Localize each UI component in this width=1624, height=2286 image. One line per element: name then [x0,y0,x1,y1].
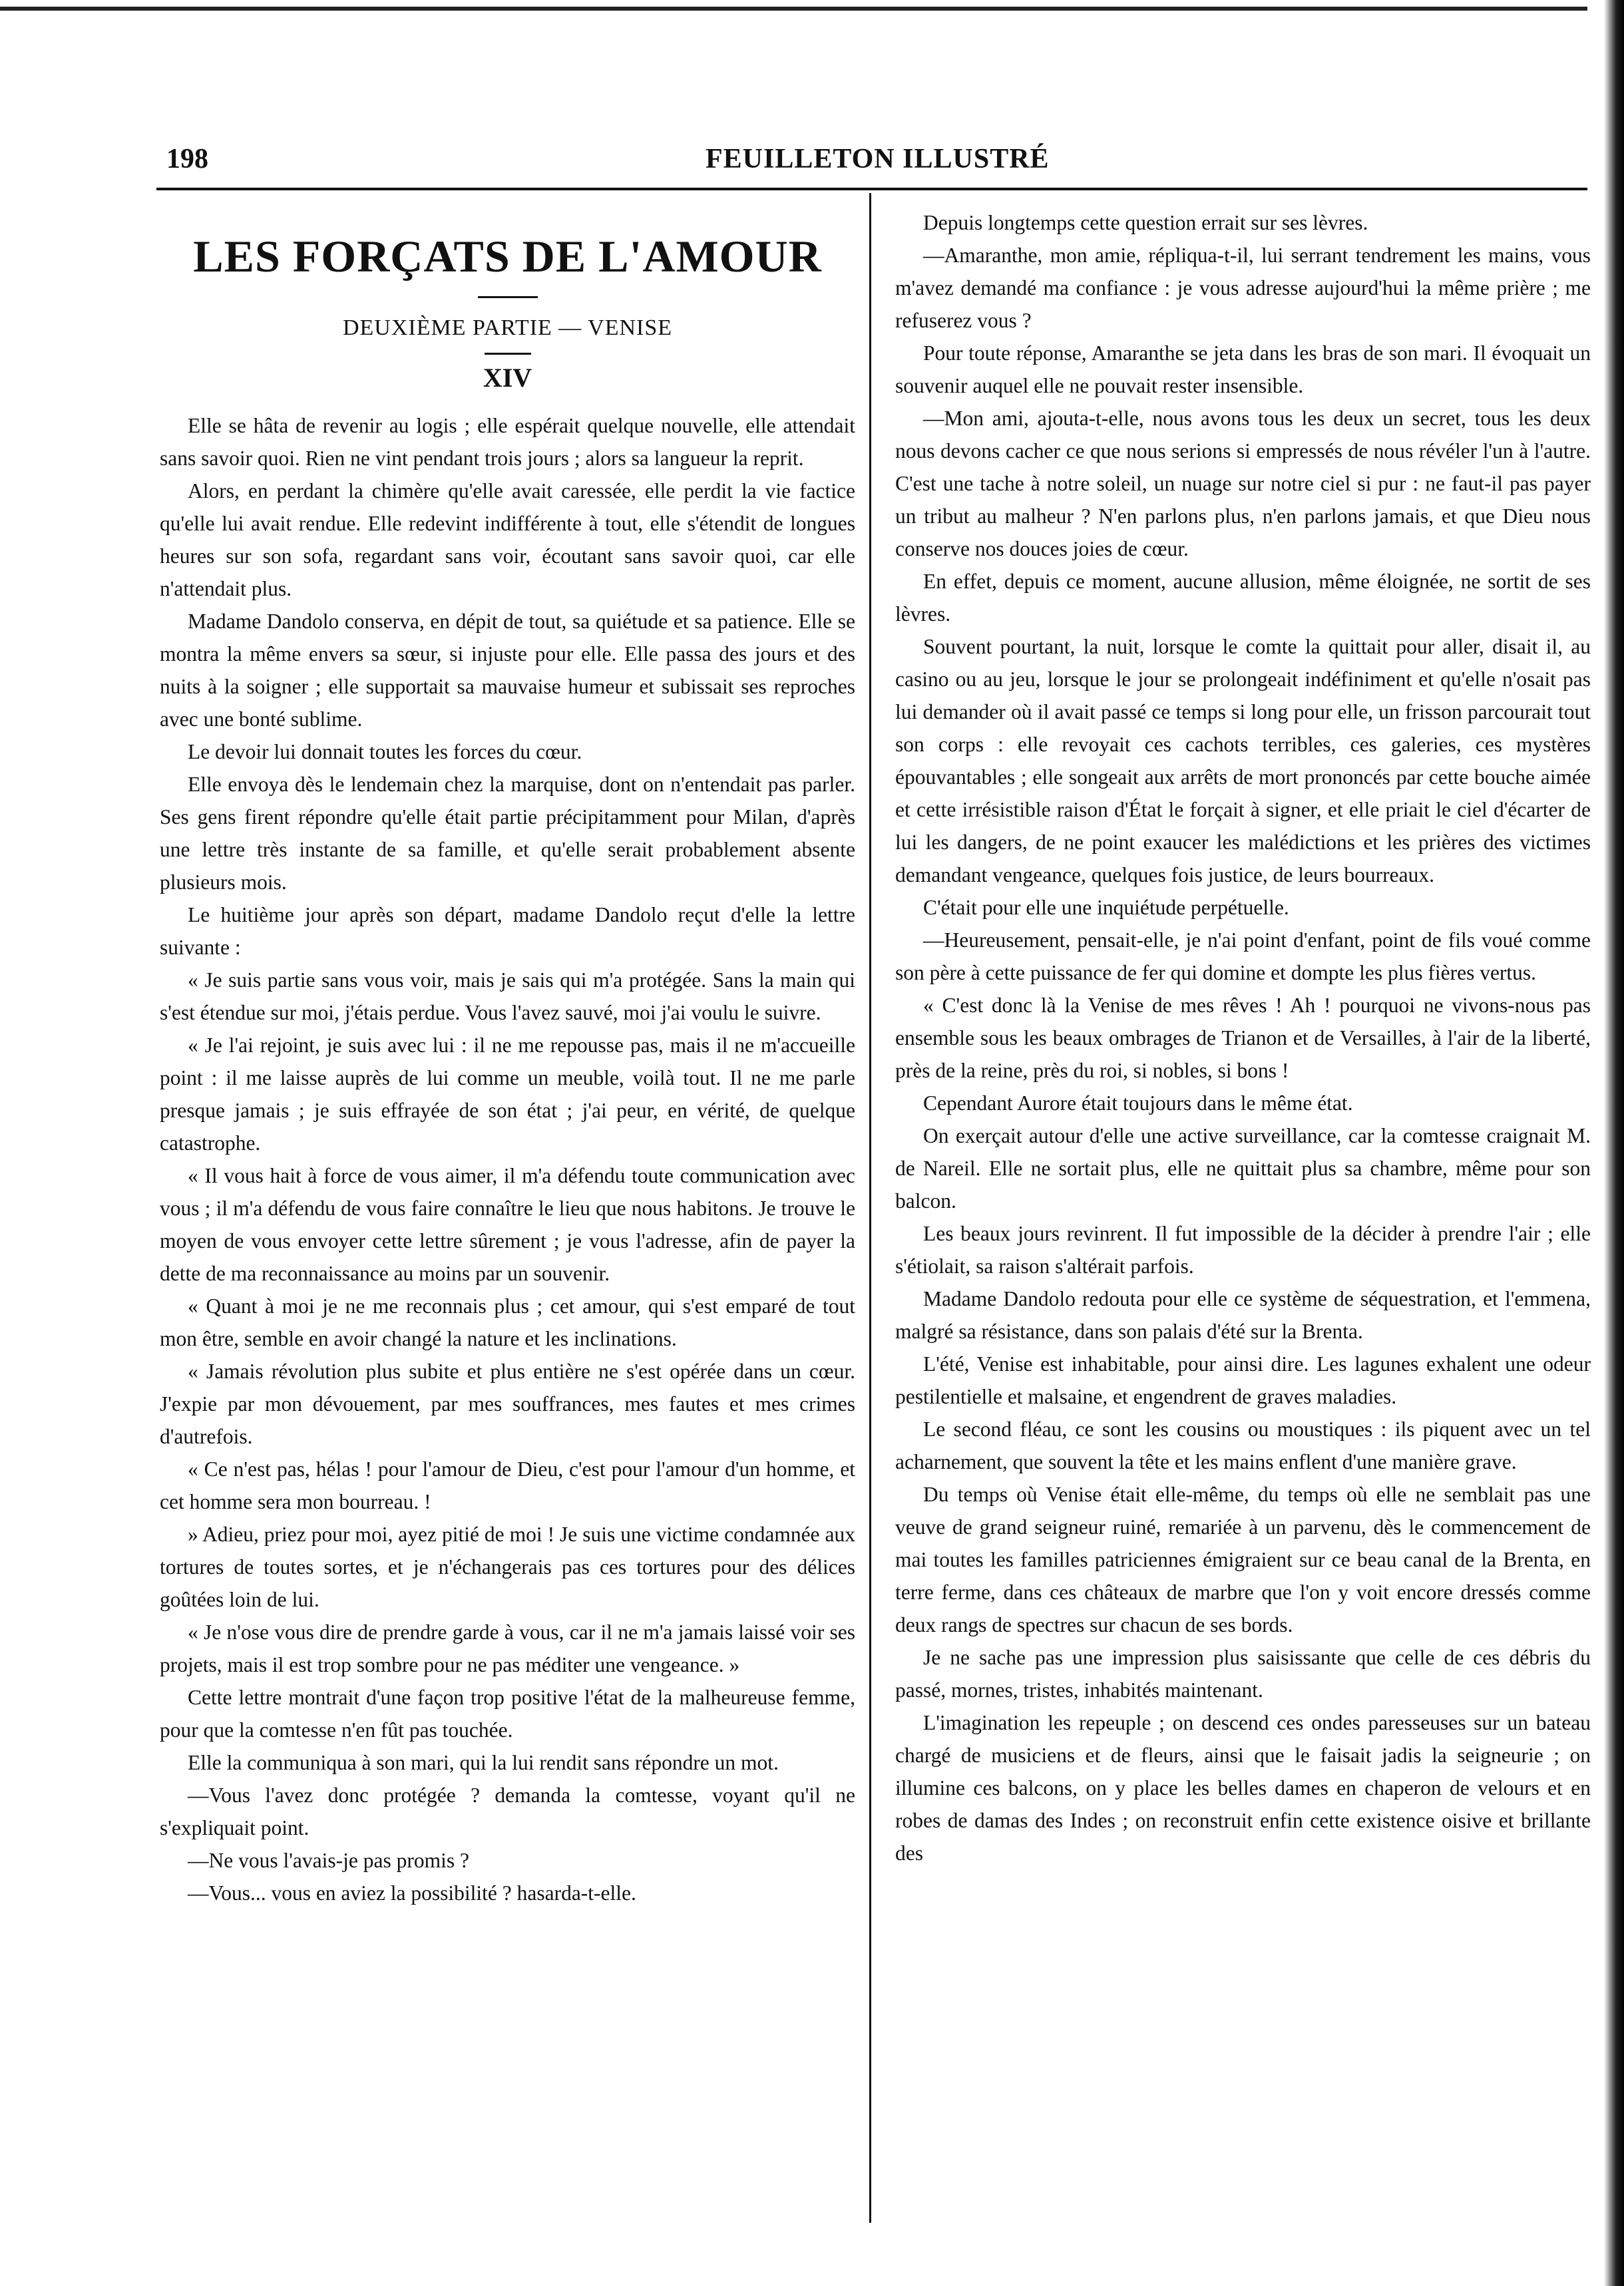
paragraph: Elle se hâta de revenir au logis ; elle espérait quelque nouvelle, elle attendait sans savoir quoi. Rien ne vint pendant trois jours ; alors sa langueur la reprit. [160,414,855,470]
paragraph: Elle envoya dès le lendemain chez la marquise, dont on n'entendait pas parler. Ses gens firent répondre qu'elle était partie précipitamment pour Milan, d'après une lettre très instante de sa famille, et qu'elle serait probablement absente plusieurs mois. [160,773,855,894]
left-column [160,206,855,1909]
paragraph: Le devoir lui donnait toutes les forces du cœur. [188,740,582,763]
paragraph: Madame Dandolo conserva, en dépit de tout, sa quiétude et sa patience. Elle se montra la même envers sa sœur, si injuste pour elle. Elle passa des jours et des nuits à la soigner ; elle supportait sa mauvaise humeur et subissait ses reproches avec une bonté sublime. [160,610,855,731]
paragraph: Elle la communiqua à son mari, qui la lui rendit sans répondre un mot. [188,1751,779,1774]
header-rule [156,188,1587,190]
paragraph: —Amaranthe, mon amie, répliqua-t-il, lui serrant tendrement les mains, vous m'avez demandé ma confiance : je vous adresse aujourd'hui la même prière ; me refuserez vous ? [895,244,1591,332]
paragraph: « Je n'ose vous dire de prendre garde à vous, car il ne m'a jamais laissé voir ses projets, mais il est trop sombre pour ne pas méditer une vengeance. » [160,1620,855,1676]
paragraph: C'était pour elle une inquiétude perpétuelle. [923,896,1289,919]
paragraph: Je ne sache pas une impression plus saisissante que celle de ces débris du passé, mornes, tristes, inhabités maintenant. [895,1646,1591,1702]
paragraph: Depuis longtemps cette question errait sur ses lèvres. [923,211,1368,234]
paragraph: —Vous... vous en aviez la possibilité ? hasarda-t-elle. [188,1881,636,1905]
paragraph: « Ce n'est pas, hélas ! pour l'amour de Dieu, c'est pour l'amour d'un homme, et cet homme sera mon bourreau. ! [160,1457,855,1513]
top-border-rule [0,7,1587,11]
part-subtitle: DEUXIÈME PARTIE — VENISE [342,315,673,340]
paragraph: Les beaux jours revinrent. Il fut impossible de la décider à prendre l'air ; elle s'étiolait, sa raison s'altérait parfois. [895,1222,1591,1278]
paragraph: Souvent pourtant, la nuit, lorsque le comte la quittait pour aller, disait il, au casino ou au jeu, lorsque le jour se prolongeait indéfiniment et qu'elle n'osait pas lui demander où il avait passé ce temps si long pour elle, un frisson parcourait tout son corps : elle revoyait ces cachots terribles, ces galeries, ces mystères épouvantables ; elle songeait aux arrêts de mort prononcés par cette bouche aimée et cette irrésistible raison d'État le forçait à signer, et elle priait le ciel d'écarter de lui les dangers, de ne point exaucer les malédictions et les prières des victimes demandant vengeance, quelques fois justice, de leurs bourreaux. [895,635,1591,886]
paragraph: On exerçait autour d'elle une active surveillance, car la comtesse craignait M. de Nareil. Elle ne sortait plus, elle ne quittait plus sa chambre, même pour son balcon. [895,1124,1591,1213]
paragraph: Le huitième jour après son départ, madame Dandolo reçut d'elle la lettre suivante : [160,903,855,959]
article-title: LES FORÇATS DE L'AMOUR [193,231,822,282]
paragraph: Cette lettre montrait d'une façon trop positive l'état de la malheureuse femme, pour que la comtesse n'en fût pas touchée. [160,1686,855,1742]
page-edge-shadow [1604,0,1624,2286]
paragraph: L'imagination les repeuple ; on descend ces ondes paresseuses sur un bateau chargé de musiciens et de fleurs, ainsi que le faisait jadis la seigneurie ; on illumine ces balcons, on y place les belles dames en chaperon de velours et en robes de damas des Indes ; on reconstruit enfin cette existence oisive et brillante des [895,1711,1591,1865]
paragraph: Du temps où Venise était elle-même, du temps où elle ne semblait pas une veuve de grand seigneur ruiné, remariée à un parvenu, dès le commencement de mai toutes les familles patriciennes émigraient sur ce beau canal de la Brenta, en terre ferme, dans ces châteaux de marbre que l'on y voit encore dressés comme deux rangs de spectres sur chacun de ses bords. [895,1483,1591,1636]
paragraph: Cependant Aurore était toujours dans le même état. [923,1091,1353,1115]
left-column-text [160,409,855,1909]
paragraph: —Heureusement, pensait-elle, je n'ai point d'enfant, point de fils voué comme son père à cette puissance de fer qui domine et dompte les plus fières vertus. [895,928,1591,984]
right-column-text [895,206,1591,1869]
paragraph: « Je l'ai rejoint, je suis avec lui : il ne me repousse pas, mais il ne m'accueille point : il me laisse auprès de lui comme un meuble, voilà tout. Il ne me parle presque jamais ; je suis effrayée de son état ; j'ai peur, en vérité, de quelque catastrophe. [160,1034,855,1155]
chapter-number: XIV [483,363,532,393]
page-number: 198 [166,144,208,174]
paragraph: Madame Dandolo redouta pour elle ce système de séquestration, et l'emmena, malgré sa résistance, dans son palais d'été sur la Brenta. [895,1287,1591,1343]
paragraph: « Jamais révolution plus subite et plus entière ne s'est opérée dans un cœur. J'expie par mon dévouement, par mes souffrances, mes fautes et mes crimes d'autrefois. [160,1360,855,1448]
running-head: FEUILLETON ILLUSTRÉ [706,144,1050,174]
subtitle-rule [485,353,531,355]
column-divider [869,193,871,2223]
paragraph: —Ne vous l'avais-je pas promis ? [188,1849,469,1872]
paragraph: « Je suis partie sans vous voir, mais je sais qui m'a protégée. Sans la main qui s'est étendue sur moi, j'étais perdue. Vous l'avez sauvé, moi j'ai voulu le suivre. [160,968,855,1024]
paragraph: —Mon ami, ajouta-t-elle, nous avons tous les deux un secret, tous les deux nous devons cacher ce que nous serions si empressés de nous révéler l'un à l'autre. C'est une tache à notre soleil, un nuage sur notre ciel si pur : ne faut-il pas payer un tribut au malheur ? N'en parlons plus, n'en parlons jamais, et que Dieu nous conserve nos douces joies de cœur. [895,407,1591,560]
paragraph: « Il vous hait à force de vous aimer, il m'a défendu toute communication avec vous ; il m'a défendu de vous faire connaître le lieu que nous habitons. Je trouve le moyen de vous envoyer cette lettre sûrement ; je vous l'adresse, afin de payer la dette de ma reconnaissance au moins par un souvenir. [160,1164,855,1285]
paragraph: « C'est donc là la Venise de mes rêves ! Ah ! pourquoi ne vivons-nous pas ensemble sous les beaux ombrages de Trianon et de Versailles, à l'air de la liberté, près de la reine, près du roi, si nobles, si bons ! [895,994,1591,1082]
paragraph: —Vous l'avez donc protégée ? demanda la comtesse, voyant qu'il ne s'expliquait point. [160,1784,855,1839]
paragraph: Alors, en perdant la chimère qu'elle avait caressée, elle perdit la vie factice qu'elle lui avait rendue. Elle redevint indifférente à tout, elle s'étendit de longues heures sur son sofa, regardant sans voir, écoutant sans savoir quoi, car elle n'attendait plus. [160,479,855,600]
paragraph: » Adieu, priez pour moi, ayez pitié de moi ! Je suis une victime condamnée aux tortures de toutes sortes, et je n'échangerais pas ces tortures pour des délices goûtées loin de lui. [160,1523,855,1611]
paragraph: « Quant à moi je ne me reconnais plus ; cet amour, qui s'est emparé de tout mon être, semble en avoir changé la nature et les inclinations. [160,1294,855,1350]
paragraph: En effet, depuis ce moment, aucune allusion, même éloignée, ne sortit de ses lèvres. [895,570,1591,626]
title-rule [478,296,538,298]
right-column [895,206,1591,1869]
paragraph: L'été, Venise est inhabitable, pour ainsi dire. Les lagunes exhalent une odeur pestilentielle et malsaine, et engendrent de graves maladies. [895,1352,1591,1408]
paragraph: Le second fléau, ce sont les cousins ou moustiques : ils piquent avec un tel acharnement, que souvent la tête et les mains enflent d'une manière grave. [895,1418,1591,1473]
paragraph: Pour toute réponse, Amaranthe se jeta dans les bras de son mari. Il évoquait un souvenir auquel elle ne pouvait rester insensible. [895,341,1591,397]
